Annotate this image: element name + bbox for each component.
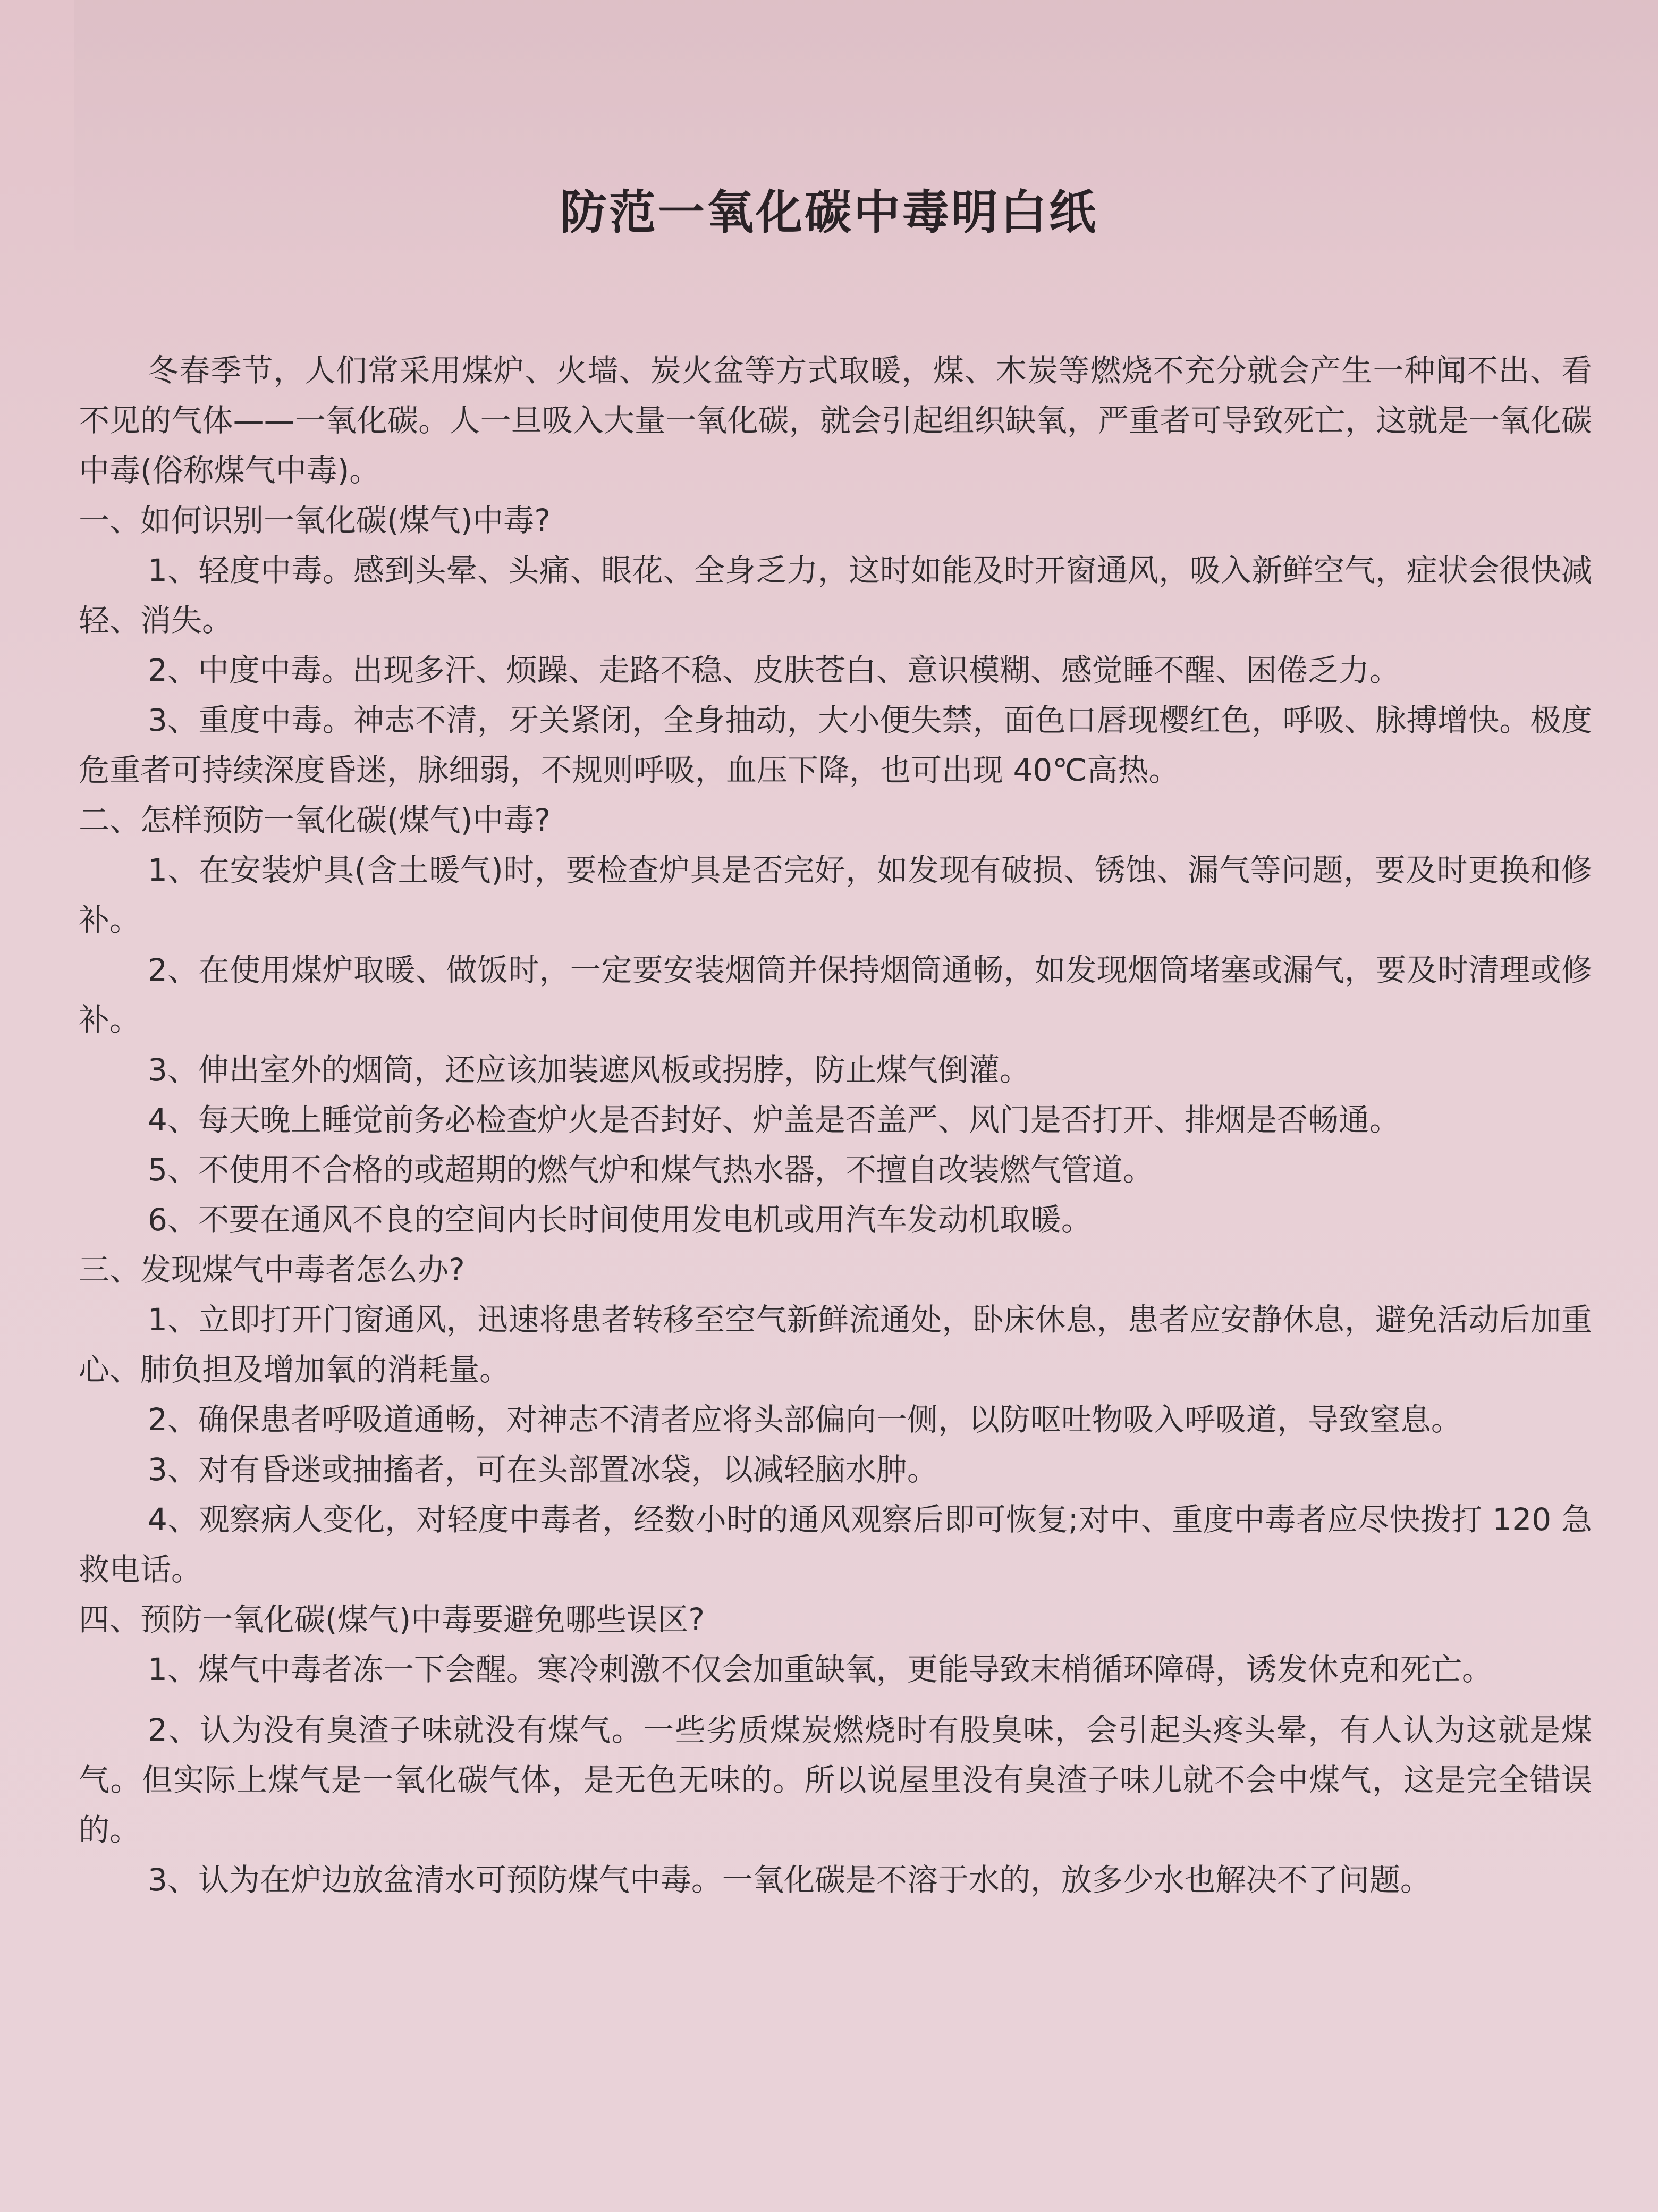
- list-item: 2、中度中毒。出现多汗、烦躁、走路不稳、皮肤苍白、意识模糊、感觉睡不醒、困倦乏力。: [148, 652, 1400, 688]
- list-item: 3、对有昏迷或抽搐者，可在头部置冰袋，以减轻脑水肿。: [148, 1451, 938, 1488]
- list-item: 1、煤气中毒者冻一下会醒。寒冷刺激不仅会加重缺氧，更能导致末梢循环障碍，诱发休克和死亡。: [148, 1651, 1493, 1687]
- list-item: 2、在使用煤炉取暖、做饭时，一定要安装烟筒并保持烟筒通畅，如发现烟筒堵塞或漏气，要及时清理或修补。: [79, 952, 1592, 1038]
- list-item: 1、轻度中毒。感到头晕、头痛、眼花、全身乏力，这时如能及时开窗通风，吸入新鲜空气，症状会很快减轻、消失。: [79, 552, 1592, 638]
- list-item: 5、不使用不合格的或超期的燃气炉和煤气热水器，不擅自改装燃气管道。: [148, 1152, 1154, 1188]
- list-item: 2、认为没有臭渣子味就没有煤气。一些劣质煤炭燃烧时有股臭味，会引起头疼头晕，有人认为这就是煤气。但实际上煤气是一氧化碳气体，是无色无味的。所以说屋里没有臭渣子味儿就不会中煤气，这是完全错误的。: [79, 1712, 1592, 1848]
- list-item: 3、认为在炉边放盆清水可预防煤气中毒。一氧化碳是不溶于水的，放多少水也解决不了问题。: [148, 1862, 1431, 1898]
- list-item: 2、确保患者呼吸道通畅，对神志不清者应将头部偏向一侧，以防呕吐物吸入呼吸道，导致窒息。: [148, 1402, 1462, 1438]
- list-item: 1、立即打开门窗通风，迅速将患者转移至空气新鲜流通处，卧床休息，患者应安静休息，避免活动后加重心、肺负担及增加氧的消耗量。: [79, 1302, 1592, 1388]
- list-item: 3、伸出室外的烟筒，还应该加装遮风板或拐脖，防止煤气倒灌。: [148, 1052, 1030, 1088]
- document-body: [79, 345, 1592, 1905]
- list-item: 3、重度中毒。神志不清，牙关紧闭，全身抽动，大小便失禁，面色口唇现樱红色，呼吸、脉搏增快。极度危重者可持续深度昏迷，脉细弱，不规则呼吸，血压下降，也可出现 40℃高热。: [79, 702, 1592, 788]
- section-heading: 三、发现煤气中毒者怎么办?: [79, 1252, 465, 1288]
- section-heading: 一、如何识别一氧化碳(煤气)中毒?: [79, 502, 551, 538]
- list-item: 4、观察病人变化，对轻度中毒者，经数小时的通风观察后即可恢复;对中、重度中毒者应尽快拨打 120 急救电话。: [79, 1501, 1592, 1588]
- section-heading: 二、怎样预防一氧化碳(煤气)中毒?: [79, 802, 551, 838]
- document-title: 防范一氧化碳中毒明白纸: [560, 185, 1098, 240]
- section-heading: 四、预防一氧化碳(煤气)中毒要避免哪些误区?: [79, 1601, 705, 1637]
- list-item: 6、不要在通风不良的空间内长时间使用发电机或用汽车发动机取暖。: [148, 1202, 1092, 1238]
- list-item: 4、每天晚上睡觉前务必检查炉火是否封好、炉盖是否盖严、风门是否打开、排烟是否畅通。: [148, 1102, 1400, 1138]
- list-item: 1、在安装炉具(含土暖气)时，要检查炉具是否完好，如发现有破损、锈蚀、漏气等问题，要及时更换和修补。: [79, 852, 1592, 938]
- intro-paragraph: 冬春季节，人们常采用煤炉、火墙、炭火盆等方式取暖，煤、木炭等燃烧不充分就会产生一种闻不出、看不见的气体——一氧化碳。人一旦吸入大量一氧化碳，就会引起组织缺氧，严重者可导致死亡，这就是一氧化碳中毒(俗称煤气中毒)。: [79, 352, 1592, 488]
